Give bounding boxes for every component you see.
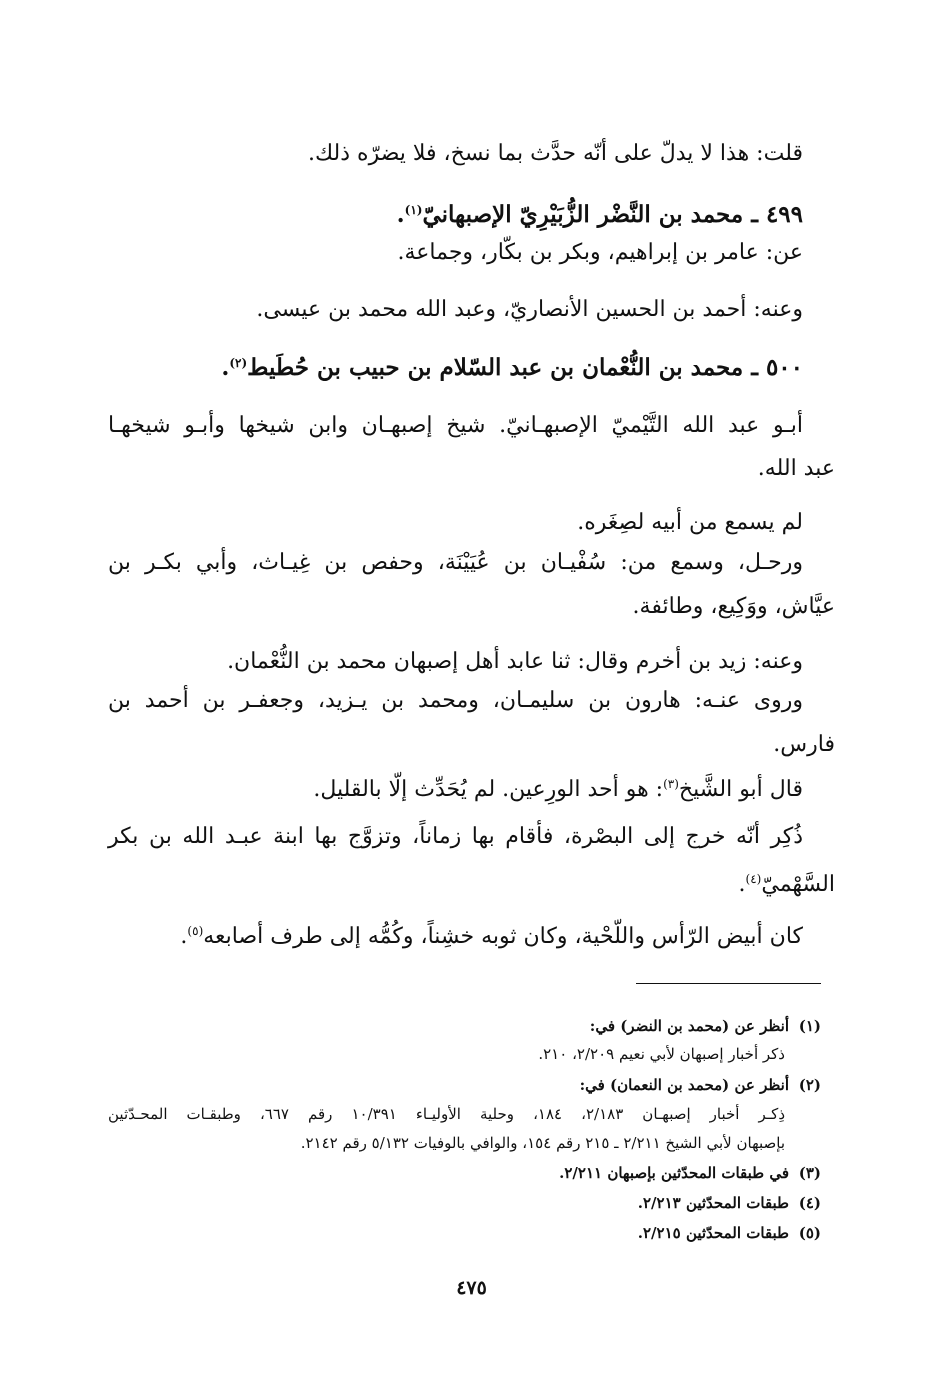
text-line-6: أبـو عبد الله التَّيْميّ الإصبهـانيّ. شيخ إصبهـان وابن شيخها وأبـو شيخهـا — [108, 413, 803, 438]
text-line-14 — [313, 767, 803, 807]
footnote-mark-3: (٣) — [663, 777, 679, 791]
text-line-9: ورحـل، وسمع من: سُفْيـان بن عُيَيْنَة، وحفص بن غِيـاث، وأبي بكـر بن — [108, 550, 803, 575]
footnote-mark-5: (٥) — [187, 924, 204, 938]
al-sahmi-text: السَّهْميّ — [761, 872, 835, 897]
full-stop: . — [396, 201, 405, 228]
footnote-text: في طبقات المحدّثين بإصبهان ٢/٢١١. — [559, 1164, 789, 1182]
text-line-10: عيَّاش، ووَكِيع، وطائفة. — [632, 594, 835, 619]
footnote-number: (٢) — [798, 1076, 821, 1094]
footnote-4 — [638, 1191, 821, 1215]
footnote-number: (٥) — [798, 1224, 821, 1242]
full-stop: . — [221, 354, 230, 381]
description-text: كان أبيض الرّأس واللّحْية، وكان ثوبه خشِناً، وكُمُّه إلى طرف أصابعه — [203, 924, 803, 949]
footnote-divider — [636, 983, 821, 984]
footnote-2-source-line-2: بإصبهان لأبي الشيخ ٢/٢١١ ـ ٢١٥ رقم ١٥٤، والوافي بالوفيات ٥/١٣٢ رقم ٢١٤٢. — [300, 1134, 785, 1152]
text-line-1: قلت: هذا لا يدلّ على أنّه حدَّث بما نسخ، فلا يضرّه ذلك. — [308, 141, 803, 166]
footnote-mark-1: (١) — [404, 203, 423, 217]
footnote-1-source: ذكر أخبار إصبهان لأبي نعيم ٢/٢٠٩، ٢١٠. — [538, 1045, 785, 1063]
full-stop: . — [180, 924, 188, 949]
entry-heading-499 — [397, 193, 803, 232]
footnote-1 — [590, 1014, 821, 1038]
text-line-3: عن: عامر بن إبراهيم، وبكر بن بكّار، وجماعة. — [397, 240, 803, 265]
text-line-15: ذُكِر أنّه خرج إلى البصْرة، فأقام بها زماناً، وتزوَّج بها ابنة عبـد الله بن بكر — [108, 824, 803, 849]
entry-heading-500-text: ٥٠٠ ـ محمد بن النُّعْمان بن عبد السّلام بن حبيب بن حُطَيط — [247, 354, 803, 381]
page-number: ٤٧٥ — [456, 1277, 487, 1299]
abu-al-shaykh-quote: : هو أحد الورِعين. لم يُحَدِّث إلّا بالقليل. — [313, 777, 664, 802]
footnote-2 — [580, 1073, 821, 1097]
entry-heading-500 — [221, 346, 803, 385]
footnote-text: طبقات المحدّثين ٢/٢١٣. — [637, 1194, 789, 1212]
text-line-16 — [739, 862, 835, 902]
footnote-2-source-line-1: ذِكـر أخبار إصبهـان ٢/١٨٣، ١٨٤، وحلية الأوليـاء ١٠/٣٩١ رقم ٦٦٧، وطبقـات المحـدّثين — [108, 1105, 785, 1123]
abu-al-shaykh-text: قال أبو الشَّيخ — [678, 777, 803, 802]
footnote-number: (١) — [798, 1017, 821, 1035]
text-line-7: عبد الله. — [757, 456, 835, 481]
footnote-number: (٤) — [798, 1194, 821, 1212]
footnote-text: طبقات المحدّثين ٢/٢١٥. — [637, 1224, 789, 1242]
footnote-text: أنظر عن (محمد بن النضر) في: — [589, 1017, 789, 1035]
footnote-mark-4: (٤) — [745, 872, 762, 886]
text-line-17 — [180, 914, 803, 954]
footnote-5 — [638, 1221, 821, 1245]
text-line-12: وروى عنـه: هارون بن سليمـان، ومحمد بن يـزيد، وجعفـر بن أحمد بن — [108, 688, 803, 713]
text-line-11: وعنه: زيد بن أخرم وقال: ثنا عابد أهل إصبهان محمد بن النُّعْمان. — [227, 649, 803, 674]
text-line-13: فارس. — [773, 732, 835, 757]
footnote-number: (٣) — [798, 1164, 821, 1182]
full-stop: . — [738, 872, 746, 897]
text-line-4: وعنه: أحمد بن الحسين الأنصاريّ، وعبد الله محمد بن عيسى. — [256, 297, 803, 322]
entry-heading-499-text: ٤٩٩ ـ محمد بن النَّضْر الزُّبَيْرِيّ الإصبهانيّ — [422, 201, 803, 228]
text-line-8: لم يسمع من أبيه لصِغَره. — [577, 510, 803, 535]
footnote-mark-2: (٢) — [229, 356, 248, 370]
footnote-3 — [559, 1161, 821, 1185]
footnote-text: أنظر عن (محمد بن النعمان) في: — [579, 1076, 789, 1094]
